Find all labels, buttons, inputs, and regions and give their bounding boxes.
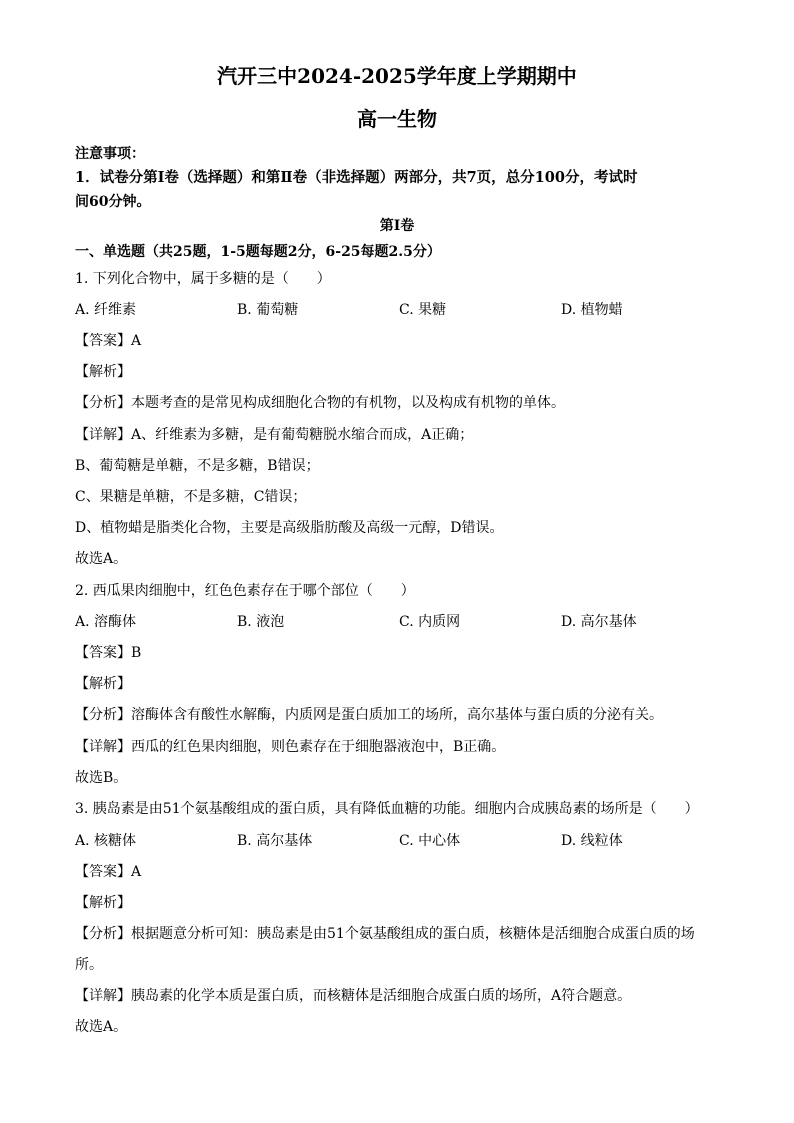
notice-item-1-line-1: 1．试卷分第Ⅰ卷（选择题）和第Ⅱ卷（非选择题）两部分，共7页，总分100分，考试时 [75,169,638,186]
question-2-option-c: C. 内质网 [399,614,461,630]
notice-heading: 注意事项： [75,146,145,162]
question-1-detail-3: C、果糖是单糖，不是多糖，C错误； [75,489,307,505]
question-3-jiexi-label: 【解析】 [75,895,131,911]
question-3-option-d: D. 线粒体 [561,833,623,849]
question-2-answer: 【答案】B [75,645,142,661]
question-1-option-b: B. 葡萄糖 [237,302,299,318]
question-1-detail-4: D、植物蜡是脂类化合物，主要是高级脂肪酸及高级一元醇，D错误。 [75,520,504,536]
question-1-answer: 【答案】A [75,333,142,349]
question-1-jiexi-label: 【解析】 [75,364,131,380]
question-1-option-a: A. 纤维素 [75,302,137,318]
question-3-answer: 【答案】A [75,864,142,880]
question-3-stem: 3. 胰岛素是由51个氨基酸组成的蛋白质，具有降低血糖的功能。细胞内合成胰岛素的场所是（ ） [75,801,699,817]
question-2-option-b: B. 液泡 [237,614,285,630]
question-1-analysis: 【分析】本题考查的是常见构成细胞化合物的有机物，以及构成有机物的单体。 [75,395,565,411]
section-label: 第Ⅰ卷 [379,218,415,234]
question-2-analysis: 【分析】溶酶体含有酸性水解酶，内质网是蛋白质加工的场所，高尔基体与蛋白质的分泌有关。 [75,707,663,723]
question-1-stem: 1. 下列化合物中，属于多糖的是（ ） [75,271,331,287]
question-1-option-c: C. 果糖 [399,302,447,318]
question-3-option-b: B. 高尔基体 [237,833,313,849]
question-3-detail-1: 【详解】胰岛素的化学本质是蛋白质，而核糖体是活细胞合成蛋白质的场所，A符合题意。 [75,988,632,1004]
notice-item-1-line-2: 间60分钟。 [75,194,151,210]
question-2-jiexi-label: 【解析】 [75,676,131,692]
page-subtitle: 高一生物 [357,107,437,131]
question-2-option-a: A. 溶酶体 [75,614,137,630]
question-1-option-d: D. 植物蜡 [561,302,623,318]
question-1-detail-2: B、葡萄糖是单糖，不是多糖，B错误； [75,458,320,474]
question-3-option-a: A. 核糖体 [75,833,137,849]
part-title: 一、单选题（共25题，1-5题每题2分，6-25每题2.5分） [75,244,441,260]
question-2-detail-1: 【详解】西瓜的红色果肉细胞，则色素存在于细胞器液泡中，B正确。 [75,739,506,755]
question-1-detail-1: 【详解】A、纤维素为多糖，是有葡萄糖脱水缩合而成，A正确； [75,427,474,443]
question-2-stem: 2. 西瓜果肉细胞中，红色色素存在于哪个部位（ ） [75,583,415,599]
question-3-option-c: C. 中心体 [399,833,461,849]
question-3-analysis-line-2: 所。 [75,957,103,973]
page-title: 汽开三中2024-2025学年度上学期期中 [217,64,577,88]
question-3-analysis-line-1: 【分析】根据题意分析可知：胰岛素是由51个氨基酸组成的蛋白质，核糖体是活细胞合成蛋白质的场 [75,926,695,942]
question-2-conclusion: 故选B。 [75,770,128,786]
question-1-conclusion: 故选A。 [75,551,128,567]
question-2-option-d: D. 高尔基体 [561,614,637,630]
question-3-conclusion: 故选A。 [75,1019,128,1035]
